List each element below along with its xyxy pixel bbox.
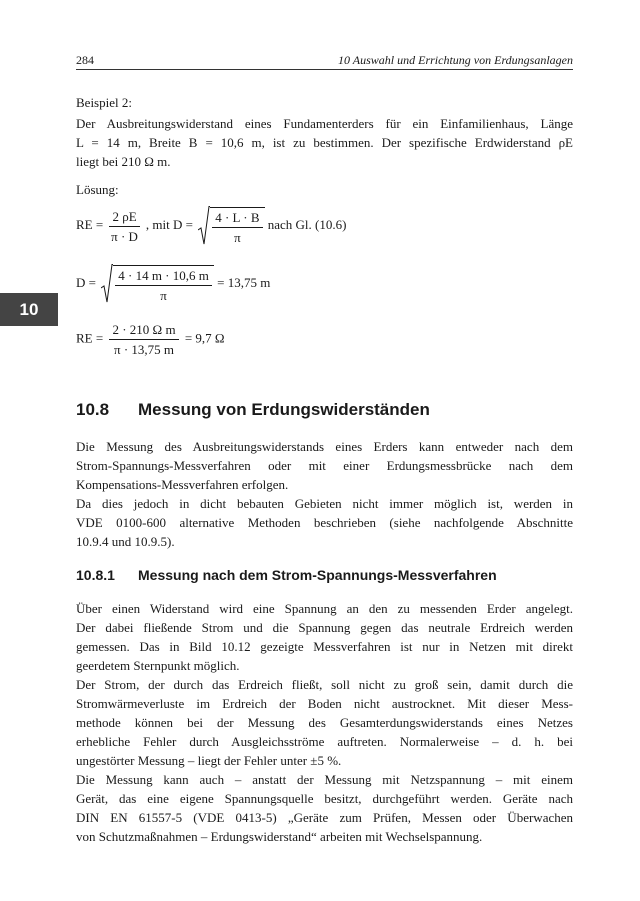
sub-para2-line2: Stromwärmeverluste im Erdreich der Boden nicht austrocknet. Mit dieser Mess- xyxy=(76,696,573,711)
eq1-numerator: 2 ρE xyxy=(109,209,139,227)
eq3-lhs: RE = xyxy=(76,330,104,346)
example-line-1: Der Ausbreitungswiderstand eines Fundamenterders für ein Einfamilienhaus, Länge xyxy=(76,116,573,131)
eq3-numerator: 2 · 210 Ω m xyxy=(109,322,178,340)
eq1-fraction xyxy=(109,209,139,244)
eq2-radicand-numerator: 4 · 14 m · 10,6 m xyxy=(115,268,212,286)
eq1-sqrt xyxy=(198,206,264,246)
solution-label: Lösung: xyxy=(76,182,119,197)
eq2-sqrt xyxy=(101,264,214,304)
eq1-denominator: π · D xyxy=(111,228,138,244)
sub-para3-line3: DIN EN 61557-5 (VDE 0413-5) „Geräte zum Prüfen, Messen oder Überwachen xyxy=(76,810,573,825)
eq2-radicand-denominator: π xyxy=(160,288,167,303)
eq1-middle: , mit D = xyxy=(145,216,193,232)
sub-para3-line4: von Schutzmaßnahmen – Erdungswiderstand“ arbeiten mit Wechselspannung. xyxy=(76,829,483,844)
section-para2-line2: VDE 0100-600 alternative Methoden beschrieben (siehe nachfolgende Abschnitte xyxy=(76,515,573,530)
page-number: 284 xyxy=(76,53,94,67)
sub-para2-line5: ungestörter Messung – liegt der Fehler unter ±5 %. xyxy=(76,753,342,768)
example-heading: Beispiel 2: xyxy=(76,95,132,110)
eq3-result: = 9,7 Ω xyxy=(184,330,225,346)
example-line-2: L = 14 m, Breite B = 10,6 m, ist zu bestimmen. Der spezifische Erdwiderstand ρE xyxy=(76,135,573,150)
section-title: Messung von Erdungswiderständen xyxy=(138,400,430,419)
subsection-title: Messung nach dem Strom-Spannungs-Messverfahren xyxy=(138,567,497,583)
section-para1-line3: Kompensations-Messverfahren erfolgen. xyxy=(76,477,289,492)
sub-para2-line4: erhebliche Fehler durch Ausgleichsströme auftreten. Normalerweise – d. h. bei xyxy=(76,734,573,749)
equation-2 xyxy=(76,264,270,304)
example-line-3: liegt bei 210 Ω m. xyxy=(76,154,171,169)
section-para2-line1: Da dies jedoch in dicht bebauten Gebieten nicht immer möglich ist, werden in xyxy=(76,496,573,511)
sub-para3-line2: Gerät, das eine eigene Spannungsquelle besitzt, durchgeführt werden. Geräte nach xyxy=(76,791,573,806)
eq1-reference: nach Gl. (10.6) xyxy=(267,216,347,232)
sqrt-sign-icon xyxy=(101,264,113,304)
eq1-radicand-numerator: 4 · L · B xyxy=(212,210,262,228)
sub-para2-line1: Der Strom, der durch das Erdreich fließt, soll nicht zu groß sein, damit durch die xyxy=(76,677,573,692)
eq2-result: = 13,75 m xyxy=(217,274,271,290)
eq1-radicand-denominator: π xyxy=(234,230,241,245)
sub-para1-line2: Der dabei fließende Strom und die Spannung gegen das neutrale Erdreich werden xyxy=(76,620,573,635)
eq3-denominator: π · 13,75 m xyxy=(114,342,175,357)
running-title: 10 Auswahl und Errichtung von Erdungsanlagen xyxy=(338,53,573,67)
sub-para2-line3: methode können bei der Messung des Gesamterdungswiderstands eines Netzes xyxy=(76,715,573,730)
section-para1-line2: Strom-Spannungs-Messverfahren oder mit einer Erdungsmessbrücke nach dem xyxy=(76,458,573,473)
equation-1 xyxy=(76,206,346,246)
section-heading xyxy=(76,400,430,420)
eq3-fraction xyxy=(109,322,178,357)
section-para2-line3: 10.9.4 und 10.9.5). xyxy=(76,534,175,549)
sub-para1-line4: geerdetem Sternpunkt möglich. xyxy=(76,658,240,673)
sub-para1-line3: gemessen. Das in Bild 10.12 gezeigte Messverfahren ist nur in Netzen mit direkt xyxy=(76,639,573,654)
eq1-lhs: RE = xyxy=(76,216,104,232)
page-header xyxy=(76,53,573,70)
section-number: 10.8 xyxy=(76,400,110,419)
section-para1-line1: Die Messung des Ausbreitungswiderstands eines Erders kann entweder nach dem xyxy=(76,439,573,454)
sub-para3-line1: Die Messung kann auch – anstatt der Messung mit Netzspannung – mit einem xyxy=(76,772,573,787)
sqrt-sign-icon xyxy=(198,206,210,246)
sub-para1-line1: Über einen Widerstand wird eine Spannung an den zu messenden Erder angelegt. xyxy=(76,601,573,616)
subsection-heading xyxy=(76,567,497,583)
equation-3 xyxy=(76,322,225,357)
chapter-tab: 10 xyxy=(0,293,58,326)
subsection-number: 10.8.1 xyxy=(76,567,115,583)
eq2-lhs: D = xyxy=(76,274,96,290)
